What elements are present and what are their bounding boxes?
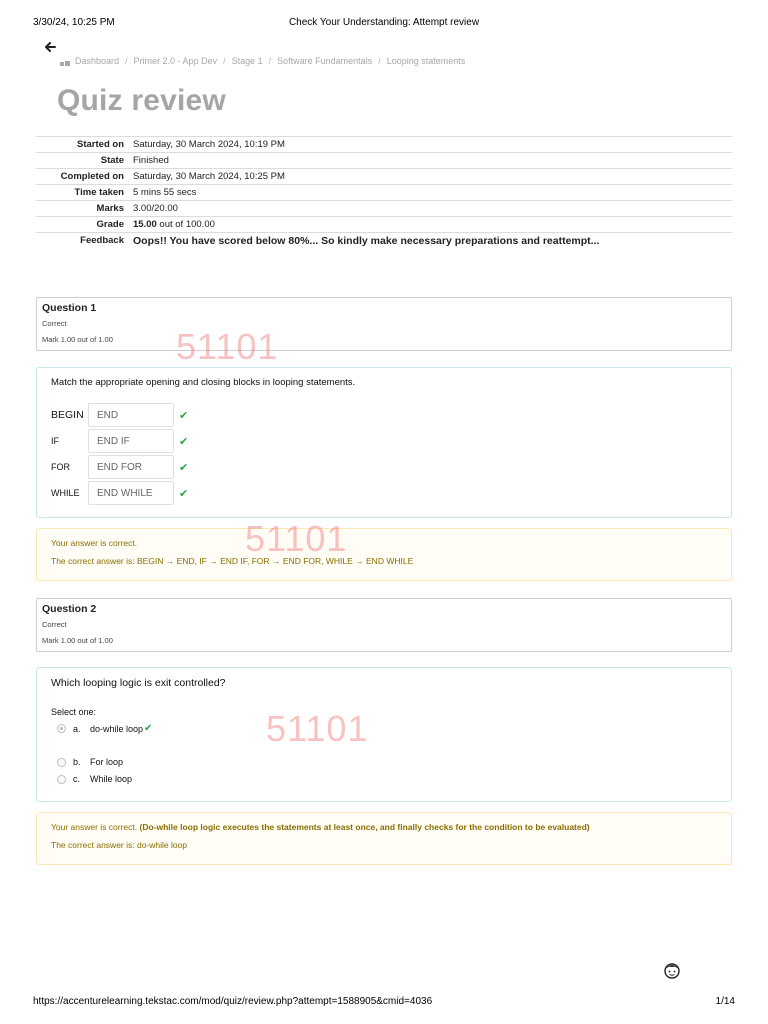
option-letter: a.	[73, 723, 81, 734]
summary-label: Grade	[96, 219, 124, 230]
match-row	[51, 403, 188, 427]
match-row	[51, 455, 188, 479]
option-b[interactable]	[57, 757, 123, 767]
question-grade: Mark 1.00 out of 1.00	[42, 335, 113, 344]
radio-button[interactable]	[57, 724, 66, 733]
option-label: do-while loop	[90, 723, 144, 734]
correct-check-icon: ✔	[179, 435, 189, 448]
match-select[interactable]: END FOR	[88, 455, 174, 479]
home-icon[interactable]	[60, 60, 70, 66]
question-1-feedback	[36, 528, 732, 581]
breadcrumb-dashboard[interactable]: Dashboard	[75, 56, 120, 66]
question-1-content	[36, 367, 732, 518]
attempt-summary-table	[36, 136, 732, 249]
option-label: For loop	[90, 757, 124, 767]
question-state: Correct	[42, 620, 67, 629]
breadcrumb-topic[interactable]: Looping statements	[386, 56, 466, 66]
match-select[interactable]: END	[88, 403, 174, 427]
summary-label: State	[100, 155, 124, 166]
option-letter: c.	[73, 774, 81, 784]
breadcrumb-separator: /	[268, 56, 272, 66]
summary-value: Saturday, 30 March 2024, 10:19 PM	[133, 139, 285, 150]
match-stem: IF	[51, 436, 59, 446]
summary-row-feedback	[36, 233, 732, 250]
overall-feedback: Oops!! You have scored below 80%... So kindly make necessary preparations and reattempt...	[133, 235, 600, 247]
match-stem: FOR	[51, 462, 70, 472]
breadcrumb-section[interactable]: Software Fundamentals	[277, 56, 373, 66]
summary-value: Finished	[133, 155, 169, 166]
grade-score: 15.00	[133, 219, 157, 230]
summary-row-state	[36, 153, 732, 169]
answer-explanation: (Do-while loop logic executes the statements at least once, and finally checks for the condition to be evaluated)	[139, 822, 590, 832]
correct-answer: The correct answer is: do-while loop	[51, 840, 188, 850]
summary-label: Started on	[77, 139, 124, 150]
summary-row-time	[36, 185, 732, 201]
answer-feedback-text: Your answer is correct.	[51, 822, 138, 832]
breadcrumb-separator: /	[125, 56, 128, 66]
question-number: Question 2	[42, 603, 97, 615]
summary-label: Feedback	[80, 235, 124, 246]
correct-check-icon: ✔	[179, 409, 189, 422]
answer-feedback	[51, 822, 590, 832]
option-label: While loop	[90, 774, 133, 784]
summary-label: Marks	[96, 203, 124, 214]
summary-row-marks	[36, 201, 732, 217]
match-select[interactable]: END WHILE	[88, 481, 174, 505]
print-page-number: 1/14	[715, 996, 735, 1007]
summary-row-started	[36, 137, 732, 153]
match-stem: WHILE	[51, 488, 80, 498]
answer-feedback: Your answer is correct.	[51, 538, 138, 548]
question-number: Question 1	[42, 302, 97, 314]
watermark: 51101	[266, 708, 369, 749]
match-select[interactable]: END IF	[88, 429, 174, 453]
summary-value: 5 mins 55 secs	[133, 187, 197, 198]
radio-button[interactable]	[57, 758, 66, 767]
question-2-content	[36, 667, 732, 802]
question-text: Which looping logic is exit controlled?	[51, 677, 226, 689]
summary-value	[132, 217, 732, 233]
breadcrumb-separator: /	[378, 56, 381, 66]
correct-check-icon: ✔	[144, 723, 153, 734]
match-row	[51, 481, 188, 505]
match-stem: BEGIN	[51, 409, 84, 421]
option-a[interactable]	[57, 723, 152, 734]
correct-check-icon: ✔	[179, 487, 189, 500]
summary-row-grade	[36, 217, 732, 233]
option-letter: b.	[73, 757, 81, 767]
grade-suffix: out of 100.00	[156, 219, 215, 230]
print-doc-title: Check Your Understanding: Attempt review	[288, 17, 480, 28]
summary-label: Completed on	[60, 171, 124, 182]
watermark: 51101	[176, 326, 279, 367]
breadcrumb-separator: /	[223, 56, 226, 66]
summary-value: Saturday, 30 March 2024, 10:25 PM	[133, 171, 285, 182]
question-1-info	[36, 297, 732, 351]
avatar-icon[interactable]	[663, 962, 681, 980]
summary-row-completed	[36, 169, 732, 185]
print-header	[33, 17, 735, 31]
breadcrumb-stage[interactable]: Stage 1	[231, 56, 263, 66]
select-one-prompt: Select one:	[51, 707, 97, 717]
page-title: Quiz review	[57, 84, 226, 117]
print-url: https://accenturelearning.tekstac.com/mod/quiz/review.php?attempt=1588905&cmid=4036	[33, 996, 433, 1007]
question-text: Match the appropriate opening and closing blocks in looping statements.	[51, 377, 356, 388]
print-datetime: 3/30/24, 10:25 PM	[33, 17, 115, 28]
option-c[interactable]	[57, 774, 132, 784]
match-row	[51, 429, 188, 453]
question-2-info	[36, 598, 732, 652]
back-arrow-icon[interactable]	[45, 40, 56, 55]
correct-answer: The correct answer is: BEGIN → END, IF → END IF, FOR → END FOR, WHILE → END WHILE	[51, 556, 414, 566]
question-state: Correct	[42, 319, 67, 328]
radio-button[interactable]	[57, 775, 66, 784]
summary-value: 3.00/20.00	[133, 203, 178, 214]
summary-label: Time taken	[74, 187, 124, 198]
correct-check-icon: ✔	[179, 461, 189, 474]
breadcrumb	[60, 56, 465, 66]
watermark: 51101	[245, 518, 348, 559]
question-2-feedback	[36, 812, 732, 865]
breadcrumb-course[interactable]: Primer 2.0 - App Dev	[133, 56, 218, 66]
question-grade: Mark 1.00 out of 1.00	[42, 636, 113, 645]
